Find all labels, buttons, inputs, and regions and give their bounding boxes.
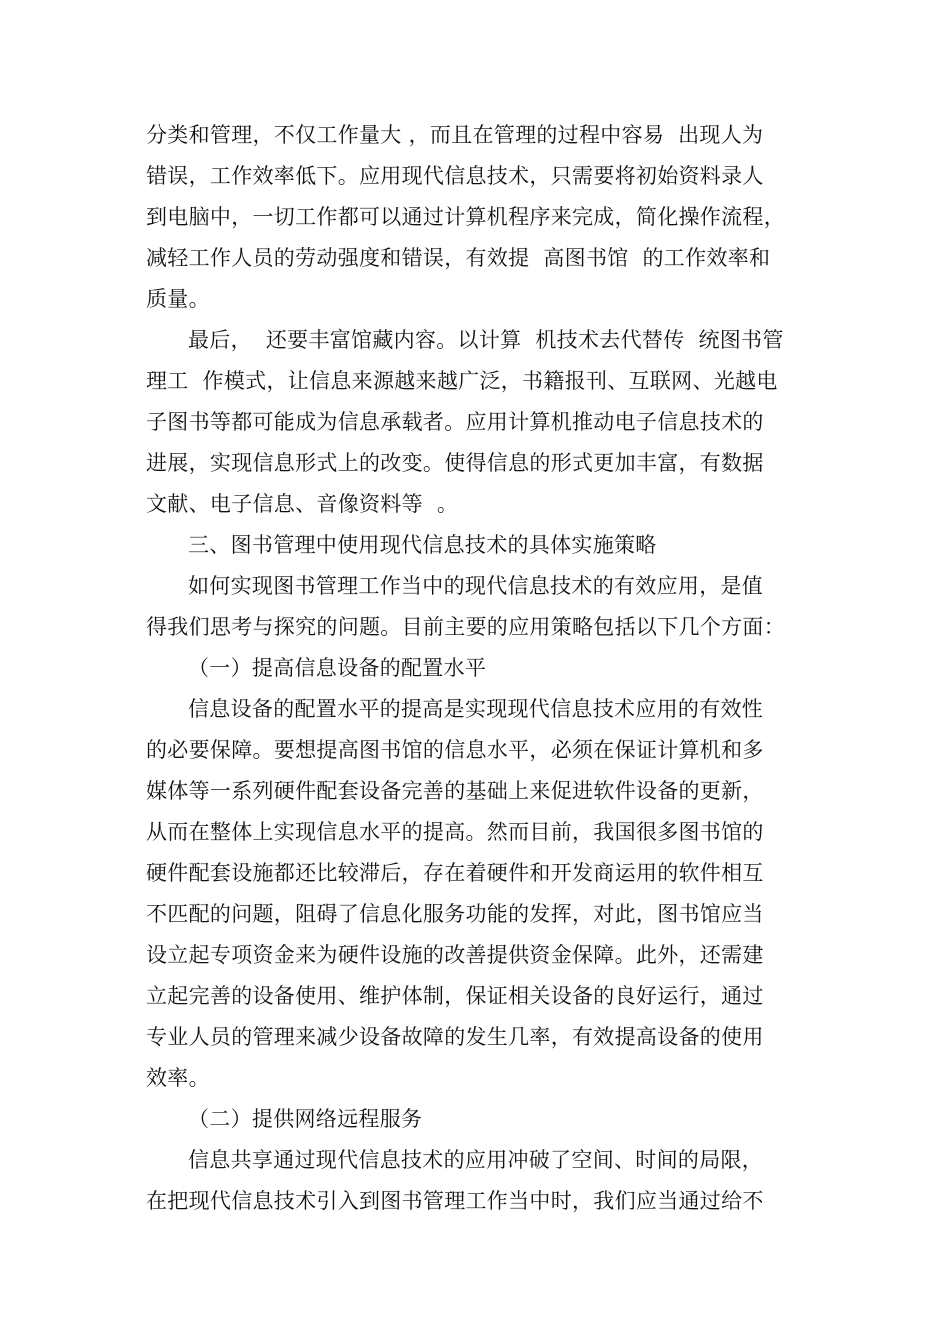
paragraph-first-line: 如何实现图书管理工作当中的现代信息技术的有效应用，是值 bbox=[188, 574, 764, 598]
body-line: 文献、电子信息、音像资料等 。 bbox=[146, 492, 459, 516]
paragraph-first-line: 信息设备的配置水平的提高是实现现代信息技术应用的有效性 bbox=[188, 697, 764, 721]
subsection-heading: （二）提供网络远程服务 bbox=[188, 1107, 423, 1131]
paragraph-first-line: 信息共享通过现代信息技术的应用冲破了空间、时间的局限， bbox=[188, 1148, 764, 1172]
body-line: 立起完善的设备使用、维护体制，保证相关设备的良好运行，通过 bbox=[146, 984, 764, 1008]
body-line: 分类和管理，不仅工作量大 ，而且在管理的过程中容易 出现人为 bbox=[146, 123, 764, 147]
section-heading: 三、图书管理中使用现代信息技术的具体实施策略 bbox=[188, 533, 657, 557]
body-line: 错误，工作效率低下。应用现代信息技术，只需要将初始资料录人 bbox=[146, 164, 764, 188]
body-line: 理工 作模式，让信息来源越来越广泛，书籍报刊、互联网、光越电 bbox=[146, 369, 778, 393]
body-line: 不匹配的问题，阻碍了信息化服务功能的发挥，对此，图书馆应当 bbox=[146, 902, 764, 926]
body-line: 得我们思考与探究的问题。目前主要的应用策略包括以下几个方面： bbox=[146, 615, 785, 639]
body-line: 专业人员的管理来减少设备故障的发生几率，有效提高设备的使用 bbox=[146, 1025, 764, 1049]
body-line: 设立起专项资金来为硬件设施的改善提供资金保障。此外，还需建 bbox=[146, 943, 764, 967]
body-line: 质量。 bbox=[146, 287, 210, 311]
body-line: 减轻工作人员的劳动强度和错误，有效提 高图书馆 的工作效率和 bbox=[146, 246, 771, 270]
paragraph-first-line: 最后， 还要丰富馆藏内容。以计算 机技术去代替传 统图书管 bbox=[188, 328, 784, 352]
body-line: 的必要保障。要想提高图书馆的信息水平，必须在保证计算机和多 bbox=[146, 738, 764, 762]
body-line: 硬件配套设施都还比较滞后，存在着硬件和开发商运用的软件相互 bbox=[146, 861, 764, 885]
body-line: 进展，实现信息形式上的改变。使得信息的形式更加丰富，有数据 bbox=[146, 451, 764, 475]
body-line: 媒体等一系列硬件配套设备完善的基础上来促进软件设备的更新， bbox=[146, 779, 764, 803]
body-line: 在把现代信息技术引入到图书管理工作当中时，我们应当通过给不 bbox=[146, 1189, 764, 1213]
body-line: 效率。 bbox=[146, 1066, 210, 1090]
body-line: 到电脑中，一切工作都可以通过计算机程序来完成，简化操作流程， bbox=[146, 205, 785, 229]
subsection-heading: （一）提高信息设备的配置水平 bbox=[188, 656, 487, 680]
body-line: 子图书等都可能成为信息承载者。应用计算机推动电子信息技术的 bbox=[146, 410, 764, 434]
body-line: 从而在整体上实现信息水平的提高。然而目前，我国很多图书馆的 bbox=[146, 820, 764, 844]
